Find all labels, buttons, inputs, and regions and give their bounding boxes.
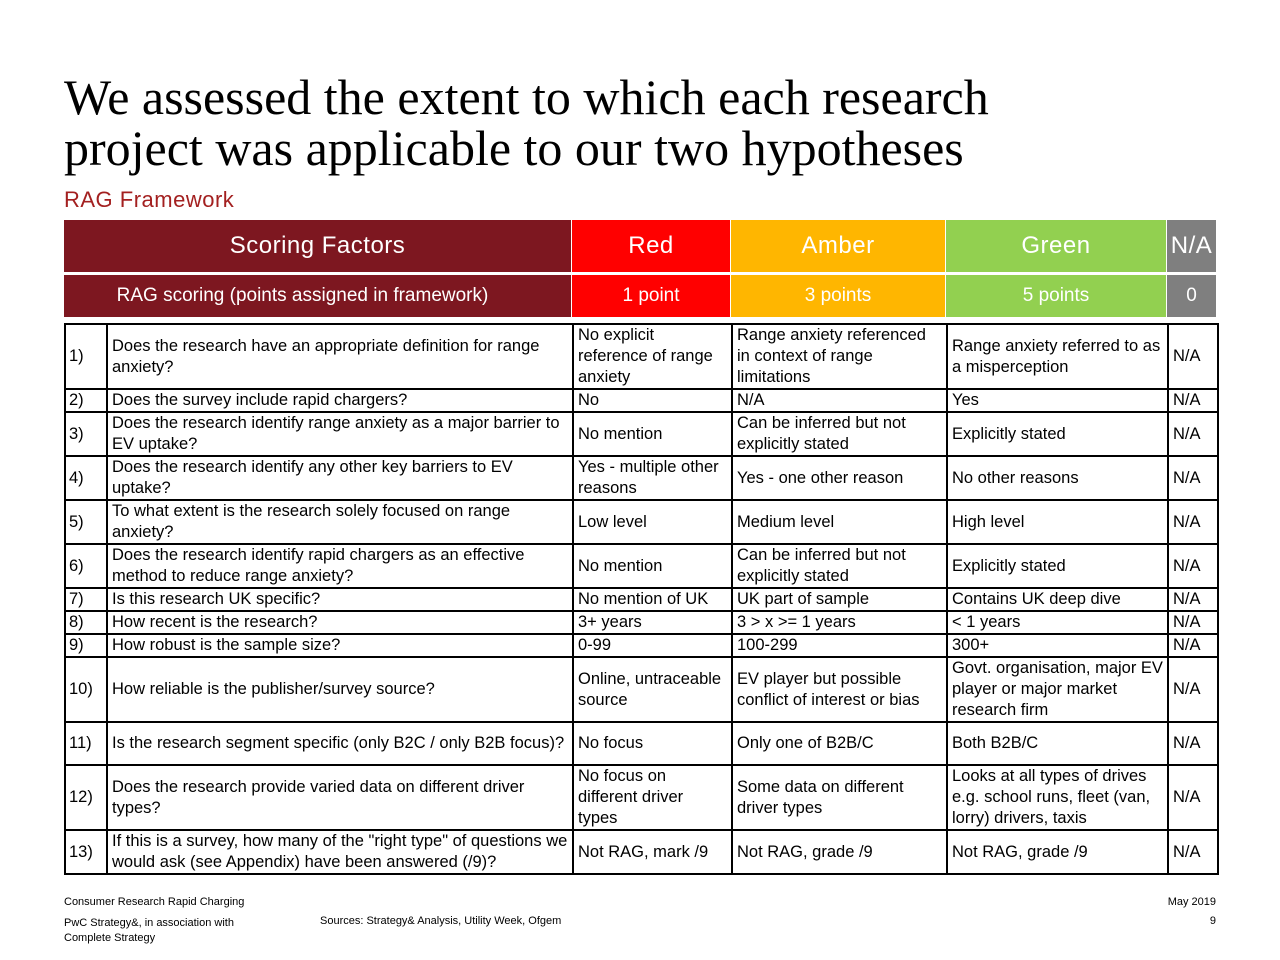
row-na-criterion: N/A <box>1168 634 1218 657</box>
points-label: RAG scoring (points assigned in framework) <box>64 275 571 317</box>
row-na-criterion: N/A <box>1168 722 1218 765</box>
row-green-criterion: Contains UK deep dive <box>947 588 1168 611</box>
row-amber-criterion: Only one of B2B/C <box>732 722 947 765</box>
row-amber-criterion: Can be inferred but not explicitly stated <box>732 412 947 456</box>
row-red-criterion: Not RAG, mark /9 <box>573 830 732 874</box>
points-amber: 3 points <box>731 275 945 317</box>
row-red-criterion: No mention <box>573 412 732 456</box>
row-number: 13) <box>65 830 107 874</box>
row-green-criterion: Range anxiety referred to as a misperception <box>947 324 1168 389</box>
row-na-criterion: N/A <box>1168 456 1218 500</box>
row-number: 12) <box>65 765 107 830</box>
slide-subtitle: RAG Framework <box>64 187 235 212</box>
points-na: 0 <box>1167 275 1216 317</box>
row-na-criterion: N/A <box>1168 500 1218 544</box>
row-amber-criterion: 100-299 <box>732 634 947 657</box>
row-number: 1) <box>65 324 107 389</box>
row-question: Does the research have an appropriate definition for range anxiety? <box>107 324 573 389</box>
row-red-criterion: No explicit reference of range anxiety <box>573 324 732 389</box>
row-number: 8) <box>65 611 107 634</box>
row-na-criterion: N/A <box>1168 544 1218 588</box>
footer-page-number: 9 <box>1209 915 1216 927</box>
table-row <box>65 588 1218 611</box>
table-row <box>65 765 1218 830</box>
row-number: 4) <box>65 456 107 500</box>
footer-firm-line-2: Complete Strategy <box>64 932 156 944</box>
footer-sources: Sources: Strategy& Analysis, Utility Week, Ofgem <box>320 915 562 927</box>
header-na: N/A <box>1167 220 1216 272</box>
row-green-criterion: < 1 years <box>947 611 1168 634</box>
header-amber: Amber <box>731 220 945 272</box>
table-row <box>65 830 1218 874</box>
footer-date: May 2019 <box>1167 896 1216 908</box>
row-green-criterion: Looks at all types of drives e.g. school runs, fleet (van, lorry) drivers, taxis <box>947 765 1168 830</box>
row-red-criterion: No mention of UK <box>573 588 732 611</box>
row-question: Does the research identify range anxiety as a major barrier to EV uptake? <box>107 412 573 456</box>
row-amber-criterion: UK part of sample <box>732 588 947 611</box>
row-amber-criterion: Some data on different driver types <box>732 765 947 830</box>
row-question: Does the survey include rapid chargers? <box>107 389 573 412</box>
row-na-criterion: N/A <box>1168 389 1218 412</box>
row-question: How recent is the research? <box>107 611 573 634</box>
row-number: 10) <box>65 657 107 722</box>
row-green-criterion: Explicitly stated <box>947 412 1168 456</box>
row-green-criterion: Govt. organisation, major EV player or major market research firm <box>947 657 1168 722</box>
row-question: Is the research segment specific (only B2C / only B2B focus)? <box>107 722 573 765</box>
row-amber-criterion: Can be inferred but not explicitly stated <box>732 544 947 588</box>
rag-table-body <box>65 324 1218 874</box>
row-green-criterion: Both B2B/C <box>947 722 1168 765</box>
row-number: 2) <box>65 389 107 412</box>
row-question: Does the research identify any other key barriers to EV uptake? <box>107 456 573 500</box>
slide-title <box>64 69 1224 176</box>
table-row <box>65 456 1218 500</box>
row-red-criterion: 0-99 <box>573 634 732 657</box>
row-red-criterion: Yes - multiple other reasons <box>573 456 732 500</box>
row-question: How reliable is the publisher/survey source? <box>107 657 573 722</box>
row-question: To what extent is the research solely focused on range anxiety? <box>107 500 573 544</box>
row-number: 11) <box>65 722 107 765</box>
row-amber-criterion: 3 > x >= 1 years <box>732 611 947 634</box>
row-na-criterion: N/A <box>1168 765 1218 830</box>
row-na-criterion: N/A <box>1168 830 1218 874</box>
footer-project: Consumer Research Rapid Charging <box>64 896 245 908</box>
slide-title-line-1: We assessed the extent to which each research <box>64 69 989 125</box>
rag-framework-table <box>64 323 1219 875</box>
row-green-criterion: 300+ <box>947 634 1168 657</box>
points-green: 5 points <box>946 275 1166 317</box>
row-question: Does the research provide varied data on different driver types? <box>107 765 573 830</box>
row-red-criterion: Low level <box>573 500 732 544</box>
header-scoring-factors: Scoring Factors <box>64 220 571 272</box>
row-number: 3) <box>65 412 107 456</box>
table-row <box>65 324 1218 389</box>
row-red-criterion: No focus <box>573 722 732 765</box>
table-row <box>65 611 1218 634</box>
table-row <box>65 389 1218 412</box>
row-red-criterion: Online, untraceable source <box>573 657 732 722</box>
table-row <box>65 544 1218 588</box>
row-amber-criterion: Range anxiety referenced in context of range limitations <box>732 324 947 389</box>
row-red-criterion: 3+ years <box>573 611 732 634</box>
row-na-criterion: N/A <box>1168 657 1218 722</box>
row-green-criterion: Explicitly stated <box>947 544 1168 588</box>
table-row <box>65 412 1218 456</box>
table-row <box>65 657 1218 722</box>
header-red: Red <box>572 220 730 272</box>
table-row <box>65 500 1218 544</box>
row-question: If this is a survey, how many of the "right type" of questions we would ask (see Appendix) have been answered (/9)? <box>107 830 573 874</box>
row-number: 7) <box>65 588 107 611</box>
row-amber-criterion: Not RAG, grade /9 <box>732 830 947 874</box>
row-red-criterion: No mention <box>573 544 732 588</box>
row-number: 5) <box>65 500 107 544</box>
row-question: How robust is the sample size? <box>107 634 573 657</box>
row-na-criterion: N/A <box>1168 611 1218 634</box>
row-na-criterion: N/A <box>1168 412 1218 456</box>
row-na-criterion: N/A <box>1168 588 1218 611</box>
row-amber-criterion: Medium level <box>732 500 947 544</box>
slide-title-line-2: project was applicable to our two hypotheses <box>64 120 964 176</box>
row-green-criterion: High level <box>947 500 1168 544</box>
header-green: Green <box>946 220 1166 272</box>
row-question: Does the research identify rapid chargers as an effective method to reduce range anxiety? <box>107 544 573 588</box>
row-green-criterion: Yes <box>947 389 1168 412</box>
row-question: Is this research UK specific? <box>107 588 573 611</box>
row-green-criterion: No other reasons <box>947 456 1168 500</box>
row-red-criterion: No <box>573 389 732 412</box>
points-red: 1 point <box>572 275 730 317</box>
row-amber-criterion: N/A <box>732 389 947 412</box>
table-row <box>65 722 1218 765</box>
row-na-criterion: N/A <box>1168 324 1218 389</box>
row-red-criterion: No focus on different driver types <box>573 765 732 830</box>
row-number: 9) <box>65 634 107 657</box>
footer-firm-line-1: PwC Strategy&, in association with <box>64 917 234 929</box>
row-amber-criterion: EV player but possible conflict of interest or bias <box>732 657 947 722</box>
table-row <box>65 634 1218 657</box>
row-green-criterion: Not RAG, grade /9 <box>947 830 1168 874</box>
row-amber-criterion: Yes - one other reason <box>732 456 947 500</box>
row-number: 6) <box>65 544 107 588</box>
